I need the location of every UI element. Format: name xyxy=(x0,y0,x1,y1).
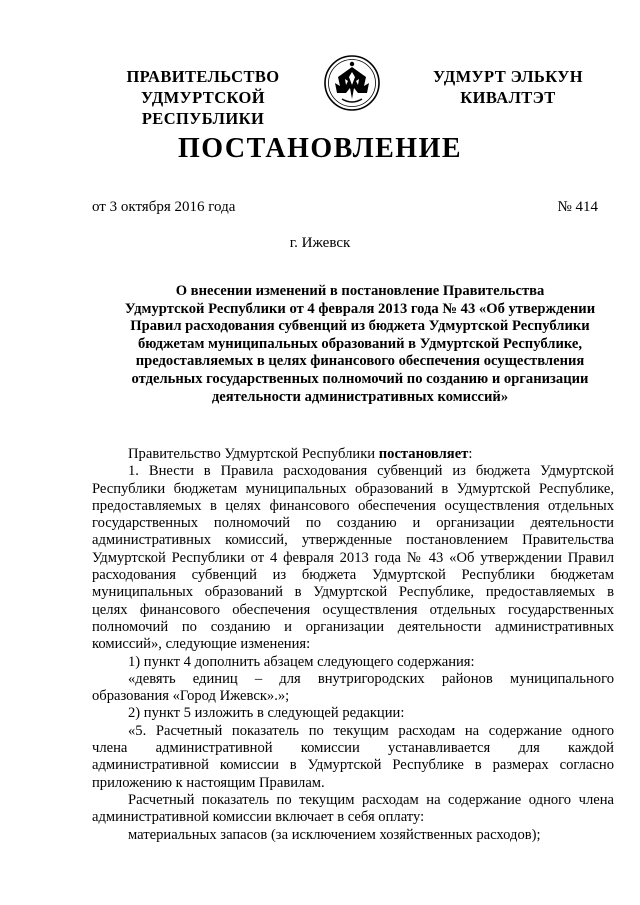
document-number: № 414 xyxy=(557,199,598,215)
body-line: целях финансового обеспечения осуществления отдельных государственных xyxy=(92,601,614,618)
document-type-title: ПОСТАНОВЛЕНИЕ xyxy=(177,133,463,164)
issuer-name-line: УДМУРТСКОЙ РЕСПУБЛИКИ xyxy=(141,88,265,128)
document-subject xyxy=(100,283,620,406)
body-line: «5. Расчетный показатель по текущим расходам на содержание одного xyxy=(128,722,614,739)
subject-line: О внесении изменений в постановление Правительства xyxy=(175,283,545,299)
body-line: административной комиссии в Удмуртской Республике в размерах согласно xyxy=(92,757,614,774)
issuer-name-line: ПРАВИТЕЛЬСТВО xyxy=(126,67,280,86)
intro-verb: постановляет xyxy=(378,446,469,462)
document-body xyxy=(92,446,614,844)
body-line: образования «Город Ижевск».»; xyxy=(92,688,290,705)
subject-line: бюджетам муниципальных образований в Удмуртской Республике, xyxy=(137,335,583,352)
subject-line: предоставляемых в целях финансового обеспечения осуществления xyxy=(135,353,585,370)
issuer-name-russian xyxy=(84,66,322,129)
body-line: члена административной комиссии устанавливается для каждой xyxy=(92,740,614,757)
intro-text: Правительство Удмуртской Республики xyxy=(128,446,379,462)
intro-colon: : xyxy=(468,446,473,462)
body-line: материальных запасов (за исключением хозяйственных расходов); xyxy=(128,826,541,843)
body-line: 2) пункт 5 изложить в следующей редакции: xyxy=(128,705,405,722)
body-line: полномочий по созданию и организации деятельности административных xyxy=(92,618,614,635)
body-line: 1. Внести в Правила расходования субвенций из бюджета Удмуртской xyxy=(128,463,614,480)
body-line: Республики бюджетам муниципальных образований в Удмуртской Республике, xyxy=(92,480,614,497)
body-line: приложению к настоящим Правилам. xyxy=(92,774,325,791)
udmurt-coat-of-arms-icon xyxy=(324,55,380,111)
issuer-name-line: УДМУРТ ЭЛЬКУН xyxy=(432,67,584,86)
document-city: г. Ижевск xyxy=(289,235,351,251)
document-date: от 3 октября 2016 года xyxy=(92,199,236,215)
body-line: комиссий», следующие изменения: xyxy=(92,636,311,653)
body-line: «девять единиц – для внутригородских районов муниципального xyxy=(128,670,614,687)
subject-line: Удмуртской Республики от 4 февраля 2013 года № 43 «Об утверждении xyxy=(124,300,596,317)
subject-line: Правил расходования субвенций из бюджета Удмуртской Республики xyxy=(130,318,590,335)
body-line: муниципальных образований в Удмуртской Республике, предоставляемых в xyxy=(92,584,614,601)
body-line: административных комиссий, утвержденные постановлением Правительства xyxy=(92,532,614,549)
body-line: Расчетный показатель по текущим расходам на содержание одного члена xyxy=(128,791,614,808)
body-line: административной комиссии включает в себя оплату: xyxy=(92,809,425,826)
issuer-name-udmurt xyxy=(418,66,598,108)
subject-line: деятельности административных комиссий» xyxy=(211,388,509,405)
body-line: 1) пункт 4 дополнить абзацем следующего содержания: xyxy=(128,653,475,670)
body-intro xyxy=(92,446,614,463)
body-line: государственных полномочий по созданию и организации деятельности xyxy=(92,515,614,532)
body-line: Удмуртской Республики от 4 февраля 2013 года № 43 «Об утверждении Правил xyxy=(92,549,614,566)
issuer-name-line: КИВАЛТЭТ xyxy=(460,88,556,107)
body-line: предоставляемых в целях финансового обеспечения осуществления отдельных xyxy=(92,497,614,514)
subject-line: отдельных государственных полномочий по созданию и организации xyxy=(131,370,589,387)
body-line: расходования субвенций из бюджета Удмуртской Республики бюджетам xyxy=(92,567,614,584)
